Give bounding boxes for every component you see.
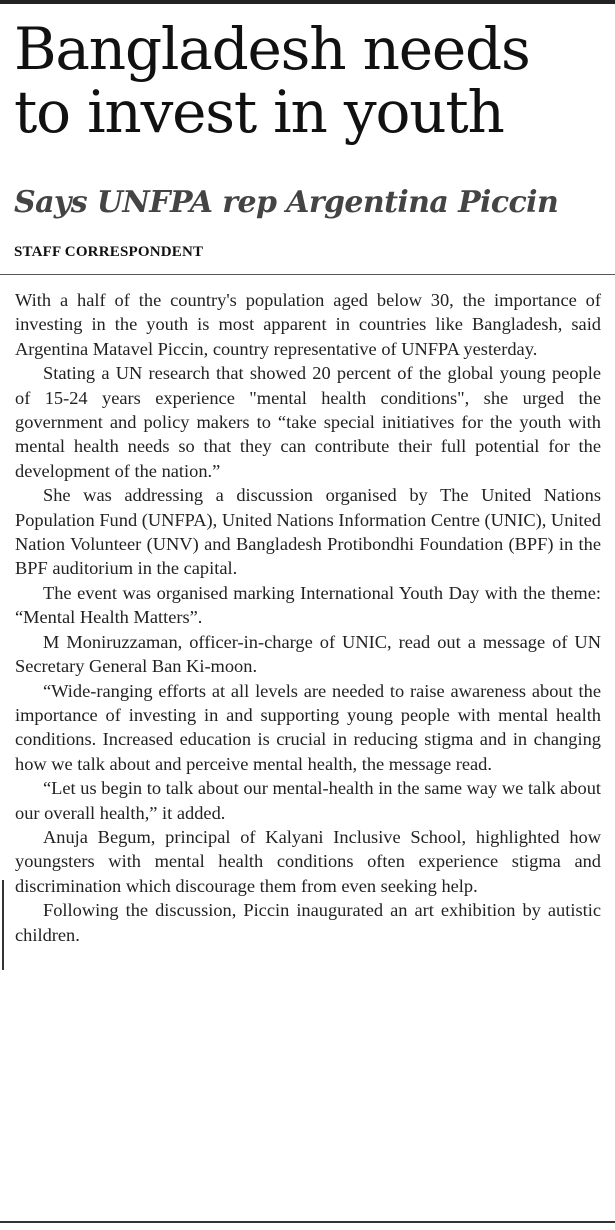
paragraph: Stating a UN research that showed 20 percent of the global young people of 15-24 years experience "mental health conditions", she urged the government and policy makers to “take special initiatives for the youth with mental health needs so that they can contribute their full potential for the development of the nation.”: [15, 363, 601, 481]
paragraph: The event was organised marking International Youth Day with the theme: “Mental Health Matters”.: [15, 582, 601, 628]
top-rule: [0, 0, 615, 4]
paragraph: Following the discussion, Piccin inaugurated an art exhibition by autistic children.: [15, 900, 601, 945]
paragraph: She was addressing a discussion organised by The United Nations Population Fund (UNFPA), United Nations Information Centre (UNIC), United Nation Volunteer (UNV) and Bangladesh Protibondhi Foundation (BPF) in the BPF auditorium in the capital.: [15, 485, 601, 579]
bottom-rule: [0, 1221, 615, 1223]
paragraph: “Let us begin to talk about our mental-health in the same way we talk about our overall health,” it added.: [15, 778, 601, 823]
subheadline: Says UNFPA rep Argentina Piccin: [14, 185, 559, 220]
headline-line-2: to invest in youth: [14, 78, 504, 146]
headline: [14, 15, 609, 146]
byline: STAFF CORRESPONDENT: [14, 244, 204, 260]
paragraph: With a half of the country's population aged below 30, the importance of investing in the youth is most apparent in countries like Bangladesh, said Argentina Matavel Piccin, country representative of UNFPA yesterday.: [15, 290, 601, 359]
paragraph: Anuja Begum, principal of Kalyani Inclusive School, highlighted how youngsters with mental health conditions often experience stigma and discrimination which discourage them from even seeking help.: [15, 826, 601, 896]
paragraph: M Moniruzzaman, officer-in-charge of UNIC, read out a message of UN Secretary General Ban Ki-moon.: [15, 631, 601, 677]
paragraph: “Wide-ranging efforts at all levels are needed to raise awareness about the importance of investing in and supporting young people with mental health conditions. Increased education is crucial in reducing stigma and in changing how we talk about and perceive mental health, the message read.: [15, 680, 601, 774]
article-body: [15, 288, 601, 947]
margin-mark: [2, 880, 4, 970]
headline-line-1: Bangladesh needs: [14, 15, 530, 83]
byline-divider: [0, 274, 615, 275]
